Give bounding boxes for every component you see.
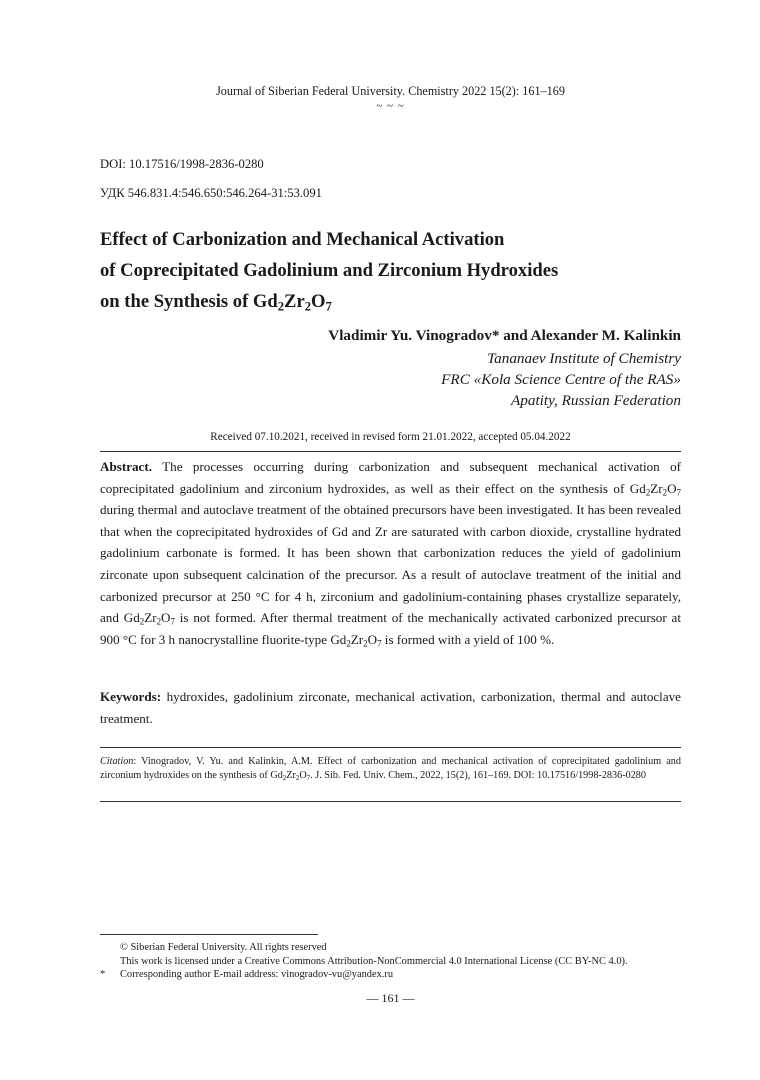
divider-citation-top — [100, 747, 681, 748]
formula-subscript: 2 — [363, 638, 368, 649]
formula-element: Gd — [330, 631, 347, 647]
formula-subscript: 7 — [306, 775, 311, 783]
journal-header: Journal of Siberian Federal University. Chemistry 2022 15(2): 161–169 — [216, 84, 565, 98]
authors: Vladimir Yu. Vinogradov* and Alexander M. Kalinkin — [328, 327, 681, 344]
citation-label: Citation — [100, 756, 134, 767]
formula-subscript: 2 — [156, 616, 162, 627]
formula — [630, 481, 681, 496]
abstract-label: Abstract. — [100, 459, 152, 474]
keywords-label: Keywords: — [100, 689, 162, 704]
formula-subscript: 2 — [139, 616, 145, 627]
affiliation-line-1: Tananaev Institute of Chemistry — [487, 350, 681, 367]
citation: Citation: Vinogradov, V. Yu. and Kalinkin, A.M. Effect of carbonization and mechanical activation of coprecipitated gadolinium and zirconium hydroxides on the synthesis of $Gd_2Zr_2O_7$. J. Sib. Fed. Univ. Chem., 2022, 15(2), 161–169. DOI: 10.17516/1998-2836-0280 — [100, 756, 681, 783]
formula-element: O — [161, 610, 171, 626]
formula-element: Zr — [284, 291, 305, 312]
formula-element: O — [299, 770, 307, 782]
formula-element: Gd — [123, 610, 140, 626]
formula-subscript: 2 — [295, 775, 300, 783]
title-line-3: on the Synthesis of $Gd_2Zr_2O_7$ — [100, 291, 332, 314]
formula-subscript: 2 — [282, 775, 287, 783]
formula-subscript: 2 — [346, 638, 351, 649]
article-page — [100, 0, 681, 1080]
footnote-rule — [100, 934, 318, 935]
formula-subscript: 2 — [662, 487, 668, 498]
affiliation — [441, 348, 681, 411]
article-title — [100, 224, 660, 317]
formula-element: Zr — [650, 480, 663, 496]
formula — [124, 610, 175, 625]
keywords: Keywords: hydroxides, gadolinium zirconate, mechanical activation, carbonization, thermal and autoclave treatment. — [100, 689, 681, 726]
affiliation-line-3: Apatity, Russian Federation — [511, 392, 681, 409]
formula-element: Zr — [350, 631, 364, 647]
corresponding-note: * Corresponding author E-mail address: vinogradov-vu@yandex.ru — [100, 969, 394, 980]
title-line-2: of Coprecipitated Gadolinium and Zirconium Hydroxides — [100, 260, 559, 281]
formula-element: Zr — [286, 770, 296, 782]
formula-subscript: 2 — [304, 299, 312, 314]
copyright-note: © Siberian Federal University. All rights reserved — [120, 942, 327, 953]
formula-element: O — [667, 480, 677, 496]
affiliation-line-2: FRC «Kola Science Centre of the RAS» — [441, 371, 681, 388]
formula-subscript: 2 — [277, 299, 285, 314]
formula-element: Zr — [144, 610, 157, 626]
license-note: This work is licensed under a Creative Commons Attribution-NonCommercial 4.0 International License (CC BY-NC 4.0). — [120, 955, 628, 967]
header-ornament: ~ ~ ~ — [376, 100, 405, 112]
formula-subscript: 2 — [645, 487, 651, 498]
formula-subscript: 7 — [325, 299, 332, 314]
received-dates: Received 07.10.2021, received in revised form 21.01.2022, accepted 05.04.2022 — [210, 431, 571, 443]
formula-element: Gd — [270, 770, 283, 782]
formula-element: O — [367, 631, 378, 647]
formula-element: O — [311, 291, 326, 312]
divider-citation-bottom — [100, 801, 681, 802]
doi-line: DOI: 10.17516/1998-2836-0280 — [100, 157, 264, 171]
formula — [330, 632, 381, 647]
abstract: Abstract. The processes occurring during carbonization and subsequent mechanical activation of coprecipitated gadolinium and zirconium hydroxides, as well as their effect on the synthesis of $Gd_2Zr_2O_7$ during thermal and autoclave treatment of the obtained precursors have been investigated. It has been revealed that when the coprecipitated hydroxides of Gd and Zr are saturated with carbon dioxide, crystalline hydrated gadolinium carbonate is formed. It has been shown that carbonization reduces the yield of gadolinium zirconate upon subsequent calcination of the precursor. As a result of autoclave treatment of the initial and carbonized precursor at 250 °C for 4 h, zirconium and gadolinium-containing phases crystallize separately, and $Gd_2Zr_2O_7$ is not formed. After thermal treatment of the mechanically activated carbonized precursor at 900 °C for 3 h nanocrystalline fluorite-type $Gd_2Zr_2O_7$ is formed with a yield of 100 %. — [100, 459, 681, 649]
asterisk-mark: * — [100, 969, 106, 980]
formula — [253, 291, 332, 312]
formula-subscript: 7 — [377, 638, 382, 649]
formula-element: Gd — [252, 291, 278, 312]
udk-line: УДК 546.831.4:546.650:546.264-31:53.091 — [100, 186, 322, 200]
footnotes — [100, 941, 700, 982]
formula-element: Gd — [629, 480, 646, 496]
page-number: — 161 — — [366, 991, 415, 1005]
formula-subscript: 7 — [676, 487, 681, 498]
formula-subscript: 7 — [170, 616, 175, 627]
formula — [270, 770, 310, 781]
title-line-1: Effect of Carbonization and Mechanical Activation — [100, 229, 505, 250]
divider-top — [100, 451, 681, 452]
